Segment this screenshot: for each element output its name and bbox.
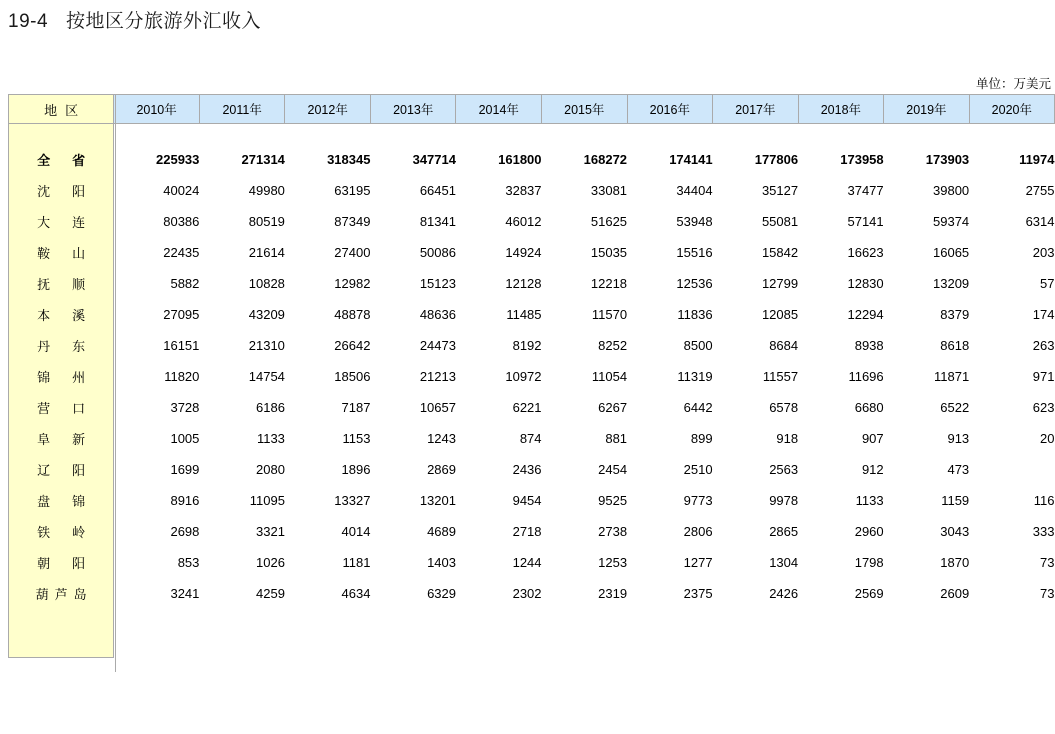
table-row [9,144,1055,175]
table-cell: 6329 [427,586,456,601]
table-cell: 11557 [762,369,799,384]
table-cell: 168272 [583,152,628,167]
table-cell: 9773 [683,493,713,508]
table-cell: 11095 [249,493,285,508]
table-cell: 59374 [933,214,970,229]
table-cell: 12294 [847,307,884,322]
table-cell: 27400 [334,245,371,260]
row-label: 锦州 [9,361,114,392]
table-cell: 2080 [256,462,285,477]
table-cell: 11696 [848,369,884,384]
table-row [9,485,1055,516]
table-cell: 12830 [847,276,884,291]
table-cell: 1244 [512,555,542,570]
table-cell: 48878 [334,307,371,322]
table-cell: 174141 [669,152,713,167]
table-cell: 263 [1032,338,1055,353]
table-cell: 6578 [769,400,799,415]
table-cell: 8618 [940,338,970,353]
table-row [9,299,1055,330]
table-cell: 40024 [163,183,200,198]
table-cell: 6314 [1025,214,1055,229]
table-cell: 16623 [847,245,884,260]
table-cell: 1153 [342,431,371,446]
table-cell: 24473 [419,338,456,353]
column-header-year: 2013年 [370,95,456,124]
table-cell: 46012 [505,214,542,229]
table-cell: 10972 [505,369,542,384]
column-header-year: 2014年 [456,95,542,124]
table-cell: 48636 [419,307,456,322]
table-row [9,237,1055,268]
table-cell: 13201 [419,493,456,508]
table-cell: 12799 [761,276,799,291]
table-cell: 21213 [419,369,456,384]
table-header-row [9,95,1055,124]
table-cell: 35127 [761,183,799,198]
table-row [9,175,1055,206]
table-cell: 318345 [327,152,371,167]
table-cell: 6221 [512,400,542,415]
table-cell: 49980 [248,183,285,198]
row-label: 阜新 [9,423,114,454]
table-cell: 6680 [854,400,884,415]
table-cell: 177806 [754,152,799,167]
row-label: 沈阳 [9,175,114,206]
table-cell: 32837 [505,183,542,198]
row-label: 营口 [9,392,114,423]
table-cell: 15123 [419,276,456,291]
row-label: 大连 [9,206,114,237]
table-cell: 4259 [256,586,285,601]
table-cell: 57 [1040,276,1055,291]
spacer-cell [114,124,1055,145]
table-spacer-row [9,124,1055,145]
table-cell: 33081 [590,183,628,198]
table-cell: 27095 [163,307,200,322]
table-cell: 271314 [241,152,285,167]
table-cell: 2755 [1025,183,1055,198]
table-cell: 11820 [164,369,200,384]
table-cell: 971 [1032,369,1055,384]
table-cell: 174 [1032,307,1055,322]
table-cell: 11485 [506,307,542,322]
table-cell: 55081 [761,214,799,229]
table-cell: 623 [1032,400,1055,415]
table-row [9,361,1055,392]
table-cell: 11974 [1019,152,1055,167]
table-cell: 1181 [342,555,371,570]
column-header-region: 地区 [9,95,114,124]
table-cell: 1026 [256,555,285,570]
table-cell: 66451 [419,183,456,198]
table-cell: 8684 [769,338,799,353]
table-cell: 1005 [170,431,200,446]
column-header-year: 2016年 [627,95,713,124]
table-cell: 2569 [854,586,884,601]
table-row [9,516,1055,547]
table-row [9,330,1055,361]
table-cell: 2718 [512,524,542,539]
table-cell: 225933 [156,152,200,167]
table-cell: 73 [1040,586,1055,601]
table-cell [969,454,1054,485]
table-cell: 2319 [598,586,628,601]
table-cell: 9454 [512,493,542,508]
table-cell: 37477 [847,183,884,198]
table-cell: 12536 [676,276,713,291]
table-cell: 34404 [676,183,713,198]
column-header-year: 2020年 [969,95,1054,124]
table-cell: 2375 [683,586,713,601]
table-cell: 912 [861,462,884,477]
table-cell: 15516 [676,245,713,260]
row-label: 辽阳 [9,454,114,485]
row-label: 盘锦 [9,485,114,516]
table-cell: 2436 [512,462,542,477]
table-cell: 8192 [512,338,542,353]
table-cell: 2698 [170,524,200,539]
table-cell: 11319 [677,369,713,384]
table-cell: 6442 [683,400,713,415]
table-cell: 853 [177,555,200,570]
column-header-year: 2010年 [114,95,200,124]
table-cell: 63195 [334,183,371,198]
table-title-text: 按地区分旅游外汇收入 [66,11,262,32]
table-cell: 2806 [683,524,713,539]
table-cell: 473 [947,462,970,477]
table-cell: 874 [519,431,542,446]
column-header-year: 2017年 [713,95,799,124]
table-cell: 6522 [940,400,970,415]
table-row [9,206,1055,237]
table-cell: 8938 [854,338,884,353]
table-cell: 11836 [677,307,713,322]
table-cell: 7187 [341,400,371,415]
table-cell: 1159 [941,493,970,508]
table-row [9,578,1055,609]
tourism-foreign-exchange-table [8,94,1055,658]
table-cell: 116 [1033,493,1055,508]
table-cell: 14924 [505,245,542,260]
table-cell: 1253 [598,555,628,570]
spacer-cell [9,124,114,145]
table-cell: 3321 [256,524,285,539]
table-cell: 3043 [940,524,970,539]
table-cell: 81341 [419,214,456,229]
table-cell: 50086 [419,245,456,260]
table-cell: 9978 [769,493,799,508]
table-cell: 16151 [163,338,200,353]
table-cell: 173958 [840,152,884,167]
table-cell: 2609 [940,586,970,601]
table-cell: 22435 [163,245,200,260]
table-cell: 16065 [933,245,970,260]
table-cell: 2869 [427,462,456,477]
table-cell: 12085 [761,307,799,322]
table-cell: 4634 [341,586,371,601]
table-cell: 8252 [598,338,628,353]
table-cell: 11054 [591,369,628,384]
table-cell: 10657 [419,400,456,415]
table-cell: 333 [1032,524,1055,539]
table-body [9,124,1055,658]
table-cell: 73 [1040,555,1055,570]
table-cell: 2426 [769,586,799,601]
table-cell: 80519 [248,214,285,229]
table-cell: 347714 [412,152,456,167]
table-cell: 20 [1040,431,1055,446]
table-cell: 3728 [170,400,200,415]
table-cell: 913 [947,431,970,446]
table-cell: 1870 [940,555,970,570]
table-cell: 1699 [170,462,200,477]
table-cell: 80386 [163,214,200,229]
table-cell: 1304 [769,555,799,570]
table-cell: 53948 [676,214,713,229]
column-header-year: 2015年 [542,95,628,124]
table-bottom-row [9,609,1055,658]
table-cell: 881 [605,431,628,446]
table-cell: 1798 [854,555,884,570]
table-cell: 87349 [334,214,371,229]
table-cell: 2738 [598,524,628,539]
table-cell: 1403 [427,555,456,570]
table-cell: 11570 [591,307,628,322]
table-cell: 12982 [334,276,371,291]
table-cell: 10828 [248,276,285,291]
table-cell: 8500 [683,338,713,353]
table-cell: 12128 [505,276,542,291]
row-label: 丹东 [9,330,114,361]
table-cell: 2454 [598,462,628,477]
table-cell: 21310 [248,338,285,353]
table-cell: 12218 [590,276,628,291]
spacer-cell [9,609,114,658]
column-header-year: 2011年 [199,95,285,124]
row-label: 鞍山 [9,237,114,268]
table-cell: 3241 [170,586,200,601]
table-vertical-divider [115,94,116,672]
table-cell: 173903 [925,152,970,167]
table-cell: 1133 [256,431,285,446]
table-cell: 13327 [334,493,371,508]
table-cell: 2960 [854,524,884,539]
table-row [9,547,1055,578]
row-label: 铁岭 [9,516,114,547]
table-cell: 4689 [427,524,456,539]
table-cell: 1896 [341,462,371,477]
table-row [9,268,1055,299]
table-cell: 57141 [847,214,884,229]
table-row [9,392,1055,423]
row-label: 本溪 [9,299,114,330]
table-cell: 161800 [498,152,542,167]
table-cell: 2302 [512,586,542,601]
table-cell: 15035 [590,245,628,260]
table-number: 19-4 [8,11,49,32]
row-label: 抚顺 [9,268,114,299]
table-cell: 907 [861,431,884,446]
table-cell: 39800 [933,183,970,198]
column-header-year: 2019年 [884,95,970,124]
table-cell: 14754 [248,369,285,384]
row-label: 朝阳 [9,547,114,578]
table-cell: 5882 [170,276,200,291]
table-cell: 6267 [598,400,628,415]
table-cell: 6186 [256,400,285,415]
table-cell: 1133 [855,493,884,508]
table-cell: 1243 [427,431,456,446]
table-cell: 2510 [683,462,713,477]
table-cell: 203 [1032,245,1055,260]
spacer-cell [114,609,1055,658]
table-cell: 918 [776,431,799,446]
table-cell: 21614 [248,245,285,260]
table-cell: 8379 [940,307,970,322]
table-cell: 899 [690,431,713,446]
table-cell: 43209 [248,307,285,322]
table-head [9,95,1055,124]
table-cell: 8916 [170,493,200,508]
table-cell: 9525 [598,493,628,508]
page-title [8,6,261,33]
row-label: 全省 [9,144,114,175]
column-header-year: 2018年 [798,95,884,124]
table-cell: 15842 [761,245,799,260]
table-cell: 51625 [590,214,628,229]
table-cell: 11871 [933,369,970,384]
table-row [9,423,1055,454]
table-cell: 13209 [933,276,970,291]
table-cell: 18506 [334,369,371,384]
column-header-year: 2012年 [285,95,371,124]
row-label: 葫芦岛 [9,578,114,609]
table-cell: 1277 [683,555,713,570]
table-cell: 26642 [334,338,371,353]
table-cell: 4014 [341,524,371,539]
table-cell: 2563 [769,462,799,477]
table-row [9,454,1055,485]
table-cell: 2865 [769,524,799,539]
unit-note: 单位：万美元 [975,77,1051,91]
